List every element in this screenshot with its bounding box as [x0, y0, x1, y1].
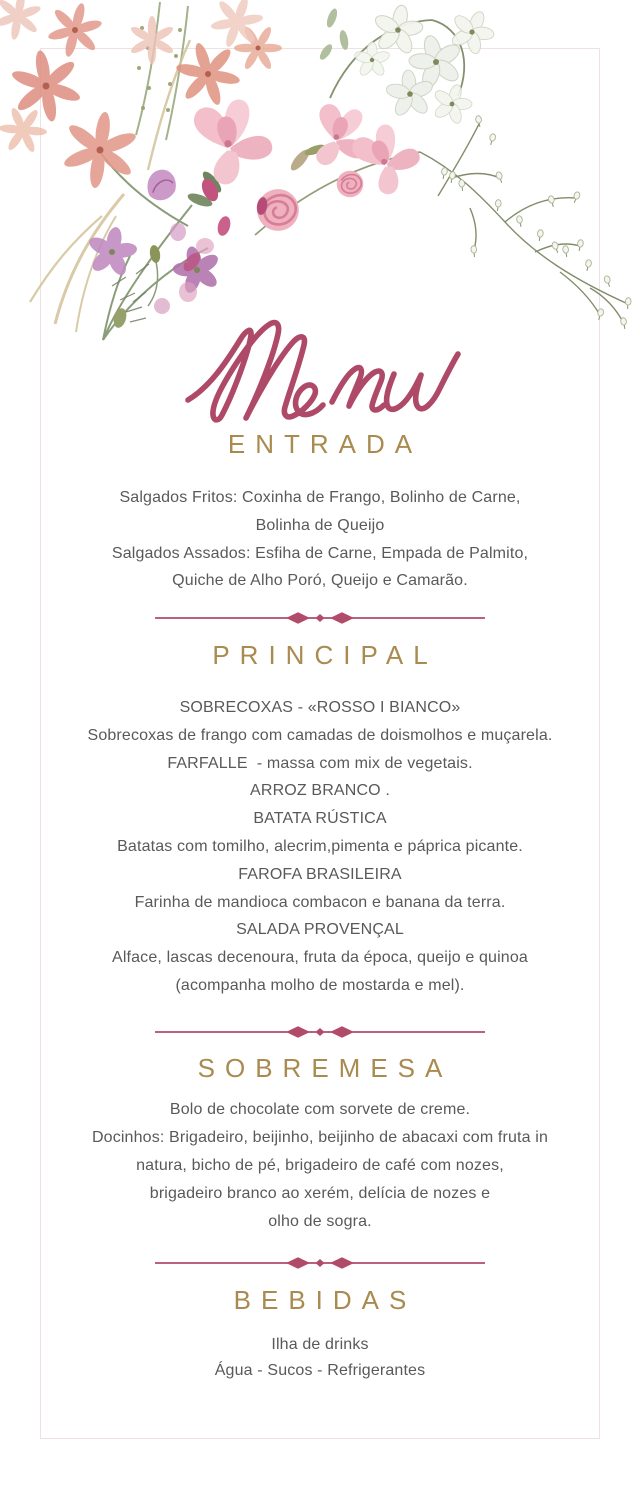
menu-line: FAROFA BRASILEIRA [238, 865, 402, 883]
menu-line: FARFALLE - massa com mix de vegetais. [167, 754, 473, 772]
section-lines-entrada [0, 484, 640, 595]
menu-line: Batatas com tomilho, alecrim,pimenta e páprica picante. [117, 837, 523, 855]
menu-line: olho de sogra. [268, 1213, 372, 1230]
menu-script-title [182, 314, 462, 432]
menu-line: ARROZ BRANCO . [250, 782, 390, 800]
section-lines-sobremesa [0, 1096, 640, 1236]
menu-line: Docinhos: Brigadeiro, beijinho, beijinho de abacaxi com fruta in [91, 1129, 549, 1146]
section-heading-principal: PRINCIPAL [212, 640, 438, 670]
menu-line: Bolinha de Queijo [255, 516, 385, 534]
menu-line: Água - Sucos - Refrigerantes [214, 1362, 426, 1379]
section-heading-bebidas: BEBIDAS [233, 1285, 417, 1315]
menu-line: Quiche de Alho Poró, Queijo e Camarão. [172, 572, 468, 590]
menu-line: SOBRECOXAS - «ROSSO I BIANCO» [179, 699, 461, 716]
diamond-divider [155, 1255, 485, 1271]
menu-line: Salgados Assados: Esfiha de Carne, Empada de Palmito, [111, 544, 529, 562]
section-heading-sobremesa: SOBREMESA [197, 1053, 453, 1083]
menu-line: Farinha de mandioca combacon e banana da terra. [134, 893, 506, 911]
menu-line: (acompanha molho de mostarda e mel). [175, 976, 465, 994]
section-lines-bebidas [0, 1332, 640, 1384]
section-lines-principal [0, 694, 640, 1000]
menu-line: Sobrecoxas de frango com camadas de doismolhos e muçarela. [87, 726, 553, 744]
menu-line: Salgados Fritos: Coxinha de Frango, Bolinho de Carne, [119, 489, 521, 506]
menu-line: BATATA RÚSTICA [253, 810, 387, 828]
menu-line: Ilha de drinks [271, 1336, 369, 1353]
gypsophila-sprig [420, 115, 631, 329]
menu-line: Alface, lascas decenoura, fruta da época, queijo e quinoa [112, 949, 528, 967]
menu-line: SALADA PROVENÇAL [236, 921, 404, 939]
magnolia-rose-group [194, 96, 427, 231]
section-heading-entrada: ENTRADA [227, 429, 423, 459]
menu-line: brigadeiro branco ao xerém, delícia de nozes e [149, 1185, 491, 1202]
diamond-divider [155, 1024, 485, 1040]
menu-line: Bolo de chocolate com sorvete de creme. [169, 1101, 471, 1118]
diamond-divider [155, 610, 485, 626]
menu-line: natura, bicho de pé, brigadeiro de café com nozes, [136, 1157, 504, 1174]
